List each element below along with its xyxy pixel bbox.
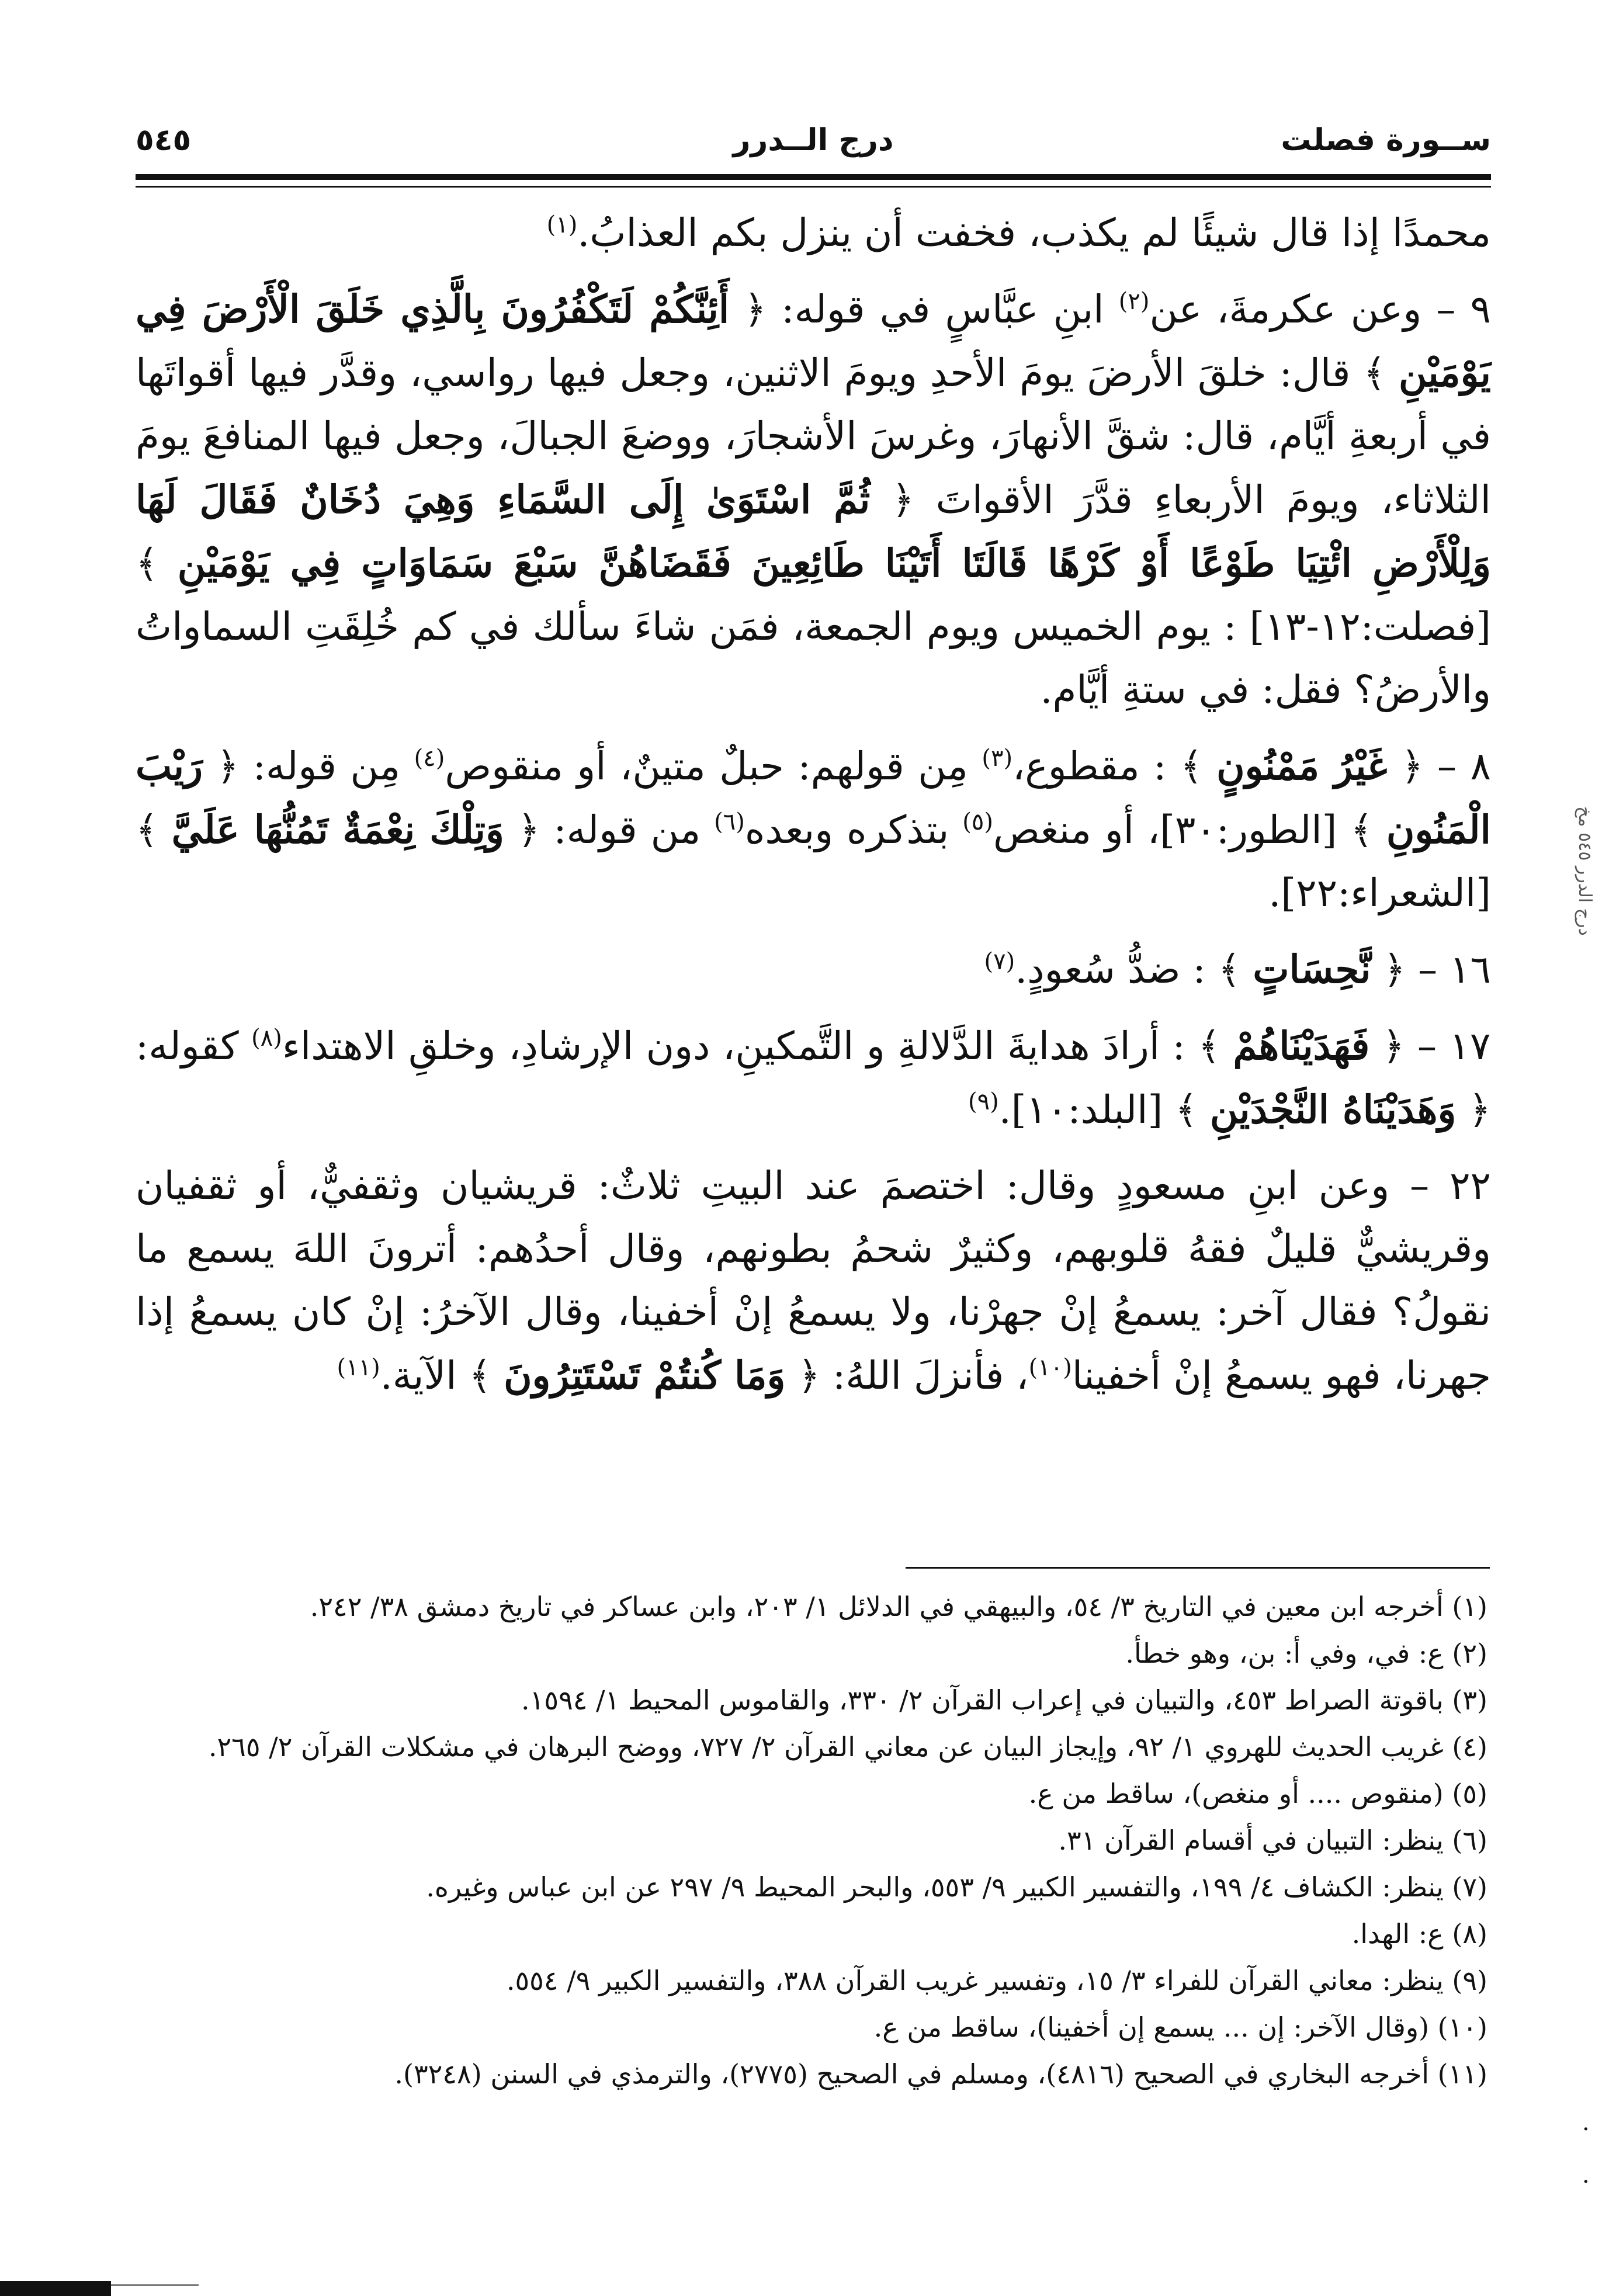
quran-verse: وَهَدَيْنَاهُ النَّجْدَيْنِ: [1209, 1087, 1457, 1132]
quran-verse: فَهَدَيْنَاهُمْ: [1233, 1023, 1370, 1069]
text-span: [فصلت:١٢-١٣] : يوم الخميس ويوم الجمعة، فمَن شاءَ سألك في كم خُلِقَتِ السماواتُ والأرضُ؟ فقل: في ستةِ أيَّام.: [136, 604, 1491, 712]
footnote: (١١) أخرجه البخاري في الصحيح (٤٨١٦)، ومسلم في الصحيح (٢٧٧٥)، والترمذي في السنن (٣٢٤٨).: [394, 2058, 1487, 2090]
footnote-separator: [906, 1567, 1490, 1569]
footnote-ref-6[interactable]: (٦): [714, 809, 745, 835]
footnote: (١٠) (وقال الآخر: إن ... يسمع إن أخفينا)، ساقط من ع.: [873, 2011, 1487, 2043]
text-span: : مقطوع،: [1012, 744, 1180, 789]
quran-verse: وَتِلْكَ نِعْمَةٌ تَمُنُّهَا عَلَيَّ: [171, 807, 504, 852]
quran-bracket-close: ﴾: [1363, 351, 1386, 396]
quran-bracket-open: ﴿: [1468, 1087, 1491, 1132]
text-span: [الشعراء:٢٢].: [1268, 870, 1491, 915]
text-span: بتذكره وبعده: [744, 807, 963, 852]
quran-bracket-open: ﴿: [216, 744, 240, 789]
text-span: ٨ –: [1423, 744, 1491, 789]
text-span: من قوله:: [540, 807, 715, 852]
footnote-ref-11[interactable]: (١١): [337, 1354, 380, 1381]
scan-edge-bar: [0, 2281, 111, 2296]
quran-bracket-close: ﴾: [469, 1353, 492, 1398]
quran-bracket-close: ﴾: [1175, 1087, 1198, 1132]
footnote-ref-4[interactable]: (٤): [414, 745, 445, 772]
footnote-ref-10[interactable]: (١٠): [1028, 1354, 1072, 1381]
text-span: ٩ – وعن عكرمةَ، عن: [1149, 287, 1491, 332]
header-rule-thin: [136, 186, 1491, 188]
scan-dots: · ·: [1582, 2116, 1590, 2196]
quran-bracket-open: ﴿: [744, 287, 767, 332]
footnote-ref-2[interactable]: (٢): [1118, 288, 1150, 315]
quran-verse: نَّحِسَاتٍ: [1253, 946, 1371, 992]
paragraph-1: [136, 202, 1491, 265]
text-span: ١٦ –: [1406, 947, 1491, 992]
footnote: (٩) ينظر: معاني القرآن للفراء ٣/ ١٥، وتفسير غريب القرآن ٣٨٨، والتفسير الكبير ٩/ ٥٥٤.: [506, 1965, 1487, 1996]
quran-bracket-open: ﴿: [517, 807, 540, 852]
scan-edge-line: [111, 2284, 199, 2286]
footnote: (٥) (منقوص .... أو منغص)، ساقط من ع.: [1028, 1778, 1487, 1809]
text-span: : ضدُّ سُعودٍ.: [1015, 947, 1218, 992]
text-span: الآية.: [380, 1353, 469, 1398]
quran-bracket-open: ﴿: [892, 477, 914, 522]
footnote: (١) أخرجه ابن معين في التاريخ ٣/ ٥٤، والبيهقي في الدلائل ١/ ٢٠٣، وابن عساكر في تاريخ دمشق ٣٨/ ٢٤٢.: [310, 1591, 1487, 1622]
quran-bracket-open: ﴿: [797, 1353, 821, 1398]
surah-title: ســورة فصلت: [1281, 123, 1491, 158]
footnote: (٨) ع: الهدا.: [1351, 1918, 1487, 1950]
page-number: ٥٤٥: [136, 123, 192, 158]
margin-note: درج الدرر ٥٤٥ مخ: [1575, 806, 1595, 936]
book-title: درج الــدرر: [733, 123, 894, 158]
footnote-ref-8[interactable]: (٨): [251, 1025, 282, 1052]
footnote: (٢) ع: في، وفي أ: بن، وهو خطأ.: [1125, 1638, 1487, 1669]
running-header: [136, 117, 1491, 169]
quran-bracket-close: ﴾: [136, 807, 158, 852]
text-span: : أرادَ هدايةَ الدَّلالةِ و التَّمكينِ، دون الإرشادِ، وخلقِ الاهتداء: [282, 1024, 1198, 1069]
footnote: (٧) ينظر: الكشاف ٤/ ١٩٩، والتفسير الكبير ٩/ ٥٥٣، والبحر المحيط ٩/ ٢٩٧ عن ابن عباس وغيره.: [426, 1871, 1487, 1903]
paragraph-17: [136, 1014, 1491, 1142]
footnote-ref-9[interactable]: (٩): [968, 1088, 999, 1115]
footnote-ref-5[interactable]: (٥): [962, 809, 993, 835]
text-span: ، فأنزلَ اللهُ:: [820, 1353, 1029, 1398]
footnote-ref-3[interactable]: (٣): [982, 745, 1013, 772]
paragraph-22: [136, 1154, 1491, 1407]
footnote: (٦) ينظر: التبيان في أقسام القرآن ٣١.: [1058, 1825, 1487, 1856]
quran-bracket-close: ﴾: [1198, 1024, 1220, 1069]
main-text: [136, 202, 1491, 1420]
quran-verse: وَمَا كُنتُمْ تَسْتَتِرُونَ: [504, 1352, 786, 1398]
text-span: كقوله:: [136, 1024, 252, 1069]
quran-bracket-close: ﴾: [136, 541, 158, 586]
text-span: ابنِ عبَّاسٍ في قوله:: [767, 287, 1119, 332]
footnote: (٤) غريب الحديث للهروي ١/ ٩٢، وإيجاز البيان عن معاني القرآن ٢/ ٧٢٧، ووضح البرهان في مشكلات القرآن ٢/ ٢٦٥.: [208, 1731, 1487, 1763]
footnote-ref-1[interactable]: (١): [546, 211, 578, 238]
text-span: [الطور:٣٠]، أو منغص: [993, 807, 1351, 852]
quran-bracket-open: ﴿: [1400, 744, 1424, 789]
quran-bracket-close: ﴾: [1218, 947, 1241, 992]
quran-bracket-close: ﴾: [1350, 807, 1373, 852]
text-span: محمدًا إذا قال شيئًا لم يكذب، فخفت أن ينزل بكم العذابُ.: [577, 210, 1491, 255]
quran-bracket-open: ﴿: [1383, 947, 1406, 992]
text-span: مِن قوله:: [239, 744, 414, 789]
text-span: ١٧ –: [1405, 1024, 1491, 1069]
quran-verse: أَئِنَّكُمْ لَتَكْفُرُونَ بِالَّذِي خَلَقَ الْأَرْضَ فِي يَوْمَيْنِ: [136, 286, 1491, 396]
footnote: (٣) باقوتة الصراط ٤٥٣، والتبيان في إعراب القرآن ٢/ ٣٣٠، والقاموس المحيط ١/ ١٥٩٤.: [521, 1684, 1487, 1716]
quran-verse: رَيْبَ الْمَنُونِ: [136, 743, 1491, 852]
text-span: [البلد:١٠].: [998, 1087, 1175, 1132]
quran-bracket-open: ﴿: [1382, 1024, 1405, 1069]
text-span: قال: خلقَ الأرضَ يومَ الأحدِ ويومَ الاثنين، وجعل فيها رواسي، وقدَّر فيها أقواتَها في أربعةِ أيَّام، قال: شقَّ الأنهارَ، وغرسَ الأشجارَ، ووضعَ الجبالَ، وجعل فيها المنافعَ يومَ الثلاثاء، ويومَ الأربعاءِ قدَّرَ الأقواتَ: [136, 351, 1492, 522]
paragraph-9: [136, 278, 1491, 722]
quran-bracket-close: ﴾: [1180, 744, 1203, 789]
footnote-ref-7[interactable]: (٧): [984, 948, 1015, 975]
quran-verse: ثُمَّ اسْتَوَىٰ إِلَى السَّمَاءِ وَهِيَ دُخَانٌ فَقَالَ لَهَا وَلِلْأَرْضِ ائْتِيَا طَوْعًا أَوْ كَرْهًا قَالَتَا أَتَيْنَا طَائِعِينَ فَقَضَاهُنَّ سَبْعَ سَمَاوَاتٍ فِي يَوْمَيْنِ: [136, 477, 1492, 586]
quran-verse: غَيْرُ مَمْنُونٍ: [1216, 743, 1388, 789]
footnotes: [136, 1583, 1491, 2097]
header-rule-thick: [136, 174, 1491, 180]
paragraph-16: [136, 938, 1491, 1001]
text-span: مِن قولهم: حبلٌ متينٌ، أو منقوص: [445, 744, 982, 789]
paragraph-8: [136, 734, 1491, 925]
text-span: ٢٢ – وعن ابنِ مسعودٍ وقال: اختصمَ عند البيتِ ثلاثٌ: قريشيان وثقفيٌّ، أو ثقفيان وقريشيٌّ قليلٌ فقهُ قلوبهم، وكثيرٌ شحمُ بطونهم، وقال أحدُهم: أترونَ اللهَ يسمع ما نقولُ؟ فقال آخر: يسمعُ إنْ جهرْنا، ولا يسمعُ إنْ أخفينا، وقال الآخرُ: إنْ كان يسمعُ إذا جهرنا، فهو يسمعُ إنْ أخفينا: [136, 1163, 1491, 1398]
